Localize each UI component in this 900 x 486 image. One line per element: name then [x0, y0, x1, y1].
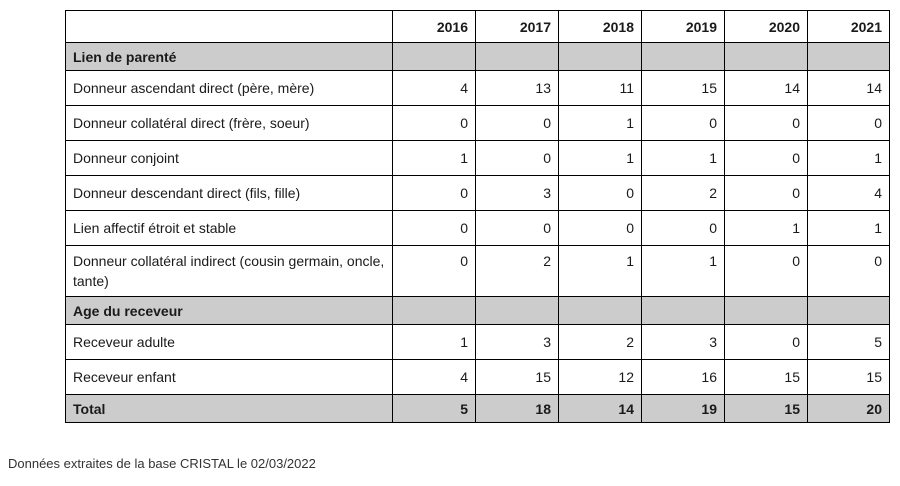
row-label: Receveur enfant: [66, 360, 393, 395]
cell-value: 0: [559, 211, 642, 246]
cell-value: 4: [393, 360, 476, 395]
cell-value: 1: [393, 325, 476, 360]
donor-statistics-table: [65, 10, 890, 423]
row-label: Donneur collatéral indirect (cousin germain, oncle, tante): [66, 246, 393, 297]
header-row: [66, 11, 890, 43]
source-footnote: Données extraites de la base CRISTAL le 02/03/2022: [8, 456, 316, 471]
table-row: [66, 211, 890, 246]
cell-value: 0: [725, 246, 808, 297]
cell-value: 1: [559, 106, 642, 141]
row-label: Donneur ascendant direct (père, mère): [66, 71, 393, 106]
total-value: 19: [642, 395, 725, 423]
cell-value: 4: [393, 71, 476, 106]
total-value: 15: [725, 395, 808, 423]
cell-value: 2: [476, 246, 559, 297]
total-label: Total: [66, 395, 393, 423]
cell-value: 0: [725, 141, 808, 176]
section-header-row: [66, 297, 890, 325]
cell-value: 0: [476, 141, 559, 176]
cell-value: 3: [476, 325, 559, 360]
cell-value: 12: [559, 360, 642, 395]
cell-value: 0: [559, 176, 642, 211]
cell-value: 0: [393, 246, 476, 297]
cell-value: 0: [642, 106, 725, 141]
row-label: Donneur collatéral direct (frère, soeur): [66, 106, 393, 141]
cell-value: 0: [808, 246, 890, 297]
cell-value: 0: [393, 176, 476, 211]
cell-value: 1: [393, 141, 476, 176]
cell-value: 15: [476, 360, 559, 395]
total-row: [66, 395, 890, 423]
total-value: 18: [476, 395, 559, 423]
cell-value: 11: [559, 71, 642, 106]
total-value: 14: [559, 395, 642, 423]
cell-value: 15: [725, 360, 808, 395]
cell-value: 1: [642, 141, 725, 176]
cell-value: 1: [725, 211, 808, 246]
cell-value: 4: [808, 176, 890, 211]
cell-value: 16: [642, 360, 725, 395]
cell-value: 0: [725, 176, 808, 211]
cell-value: 13: [476, 71, 559, 106]
table-row: [66, 176, 890, 211]
header-corner-cell: [66, 11, 393, 43]
year-header: 2017: [476, 11, 559, 43]
cell-value: 0: [642, 211, 725, 246]
section-title: Age du receveur: [66, 297, 393, 325]
year-header: 2018: [559, 11, 642, 43]
cell-value: 0: [476, 106, 559, 141]
table-row: [66, 71, 890, 106]
table-row: [66, 106, 890, 141]
table-row: [66, 360, 890, 395]
total-value: 5: [393, 395, 476, 423]
cell-value: 15: [808, 360, 890, 395]
cell-value: 0: [476, 211, 559, 246]
cell-value: 15: [642, 71, 725, 106]
row-label: Donneur descendant direct (fils, fille): [66, 176, 393, 211]
cell-value: 0: [725, 325, 808, 360]
cell-value: 2: [642, 176, 725, 211]
total-value: 20: [808, 395, 890, 423]
cell-value: 0: [393, 106, 476, 141]
cell-value: 0: [725, 106, 808, 141]
year-header: 2019: [642, 11, 725, 43]
cell-value: 14: [725, 71, 808, 106]
table-row: [66, 246, 890, 297]
cell-value: 3: [642, 325, 725, 360]
table-row: [66, 325, 890, 360]
cell-value: 1: [808, 141, 890, 176]
cell-value: 0: [808, 106, 890, 141]
section-header-row: [66, 43, 890, 71]
cell-value: 2: [559, 325, 642, 360]
cell-value: 1: [808, 211, 890, 246]
table-row: [66, 141, 890, 176]
row-label: Donneur conjoint: [66, 141, 393, 176]
section-title: Lien de parenté: [66, 43, 393, 71]
row-label: Receveur adulte: [66, 325, 393, 360]
cell-value: 1: [559, 141, 642, 176]
year-header: 2021: [808, 11, 890, 43]
cell-value: 3: [476, 176, 559, 211]
cell-value: 5: [808, 325, 890, 360]
row-label: Lien affectif étroit et stable: [66, 211, 393, 246]
cell-value: 1: [642, 246, 725, 297]
year-header: 2016: [393, 11, 476, 43]
year-header: 2020: [725, 11, 808, 43]
cell-value: 0: [393, 211, 476, 246]
cell-value: 1: [559, 246, 642, 297]
cell-value: 14: [808, 71, 890, 106]
